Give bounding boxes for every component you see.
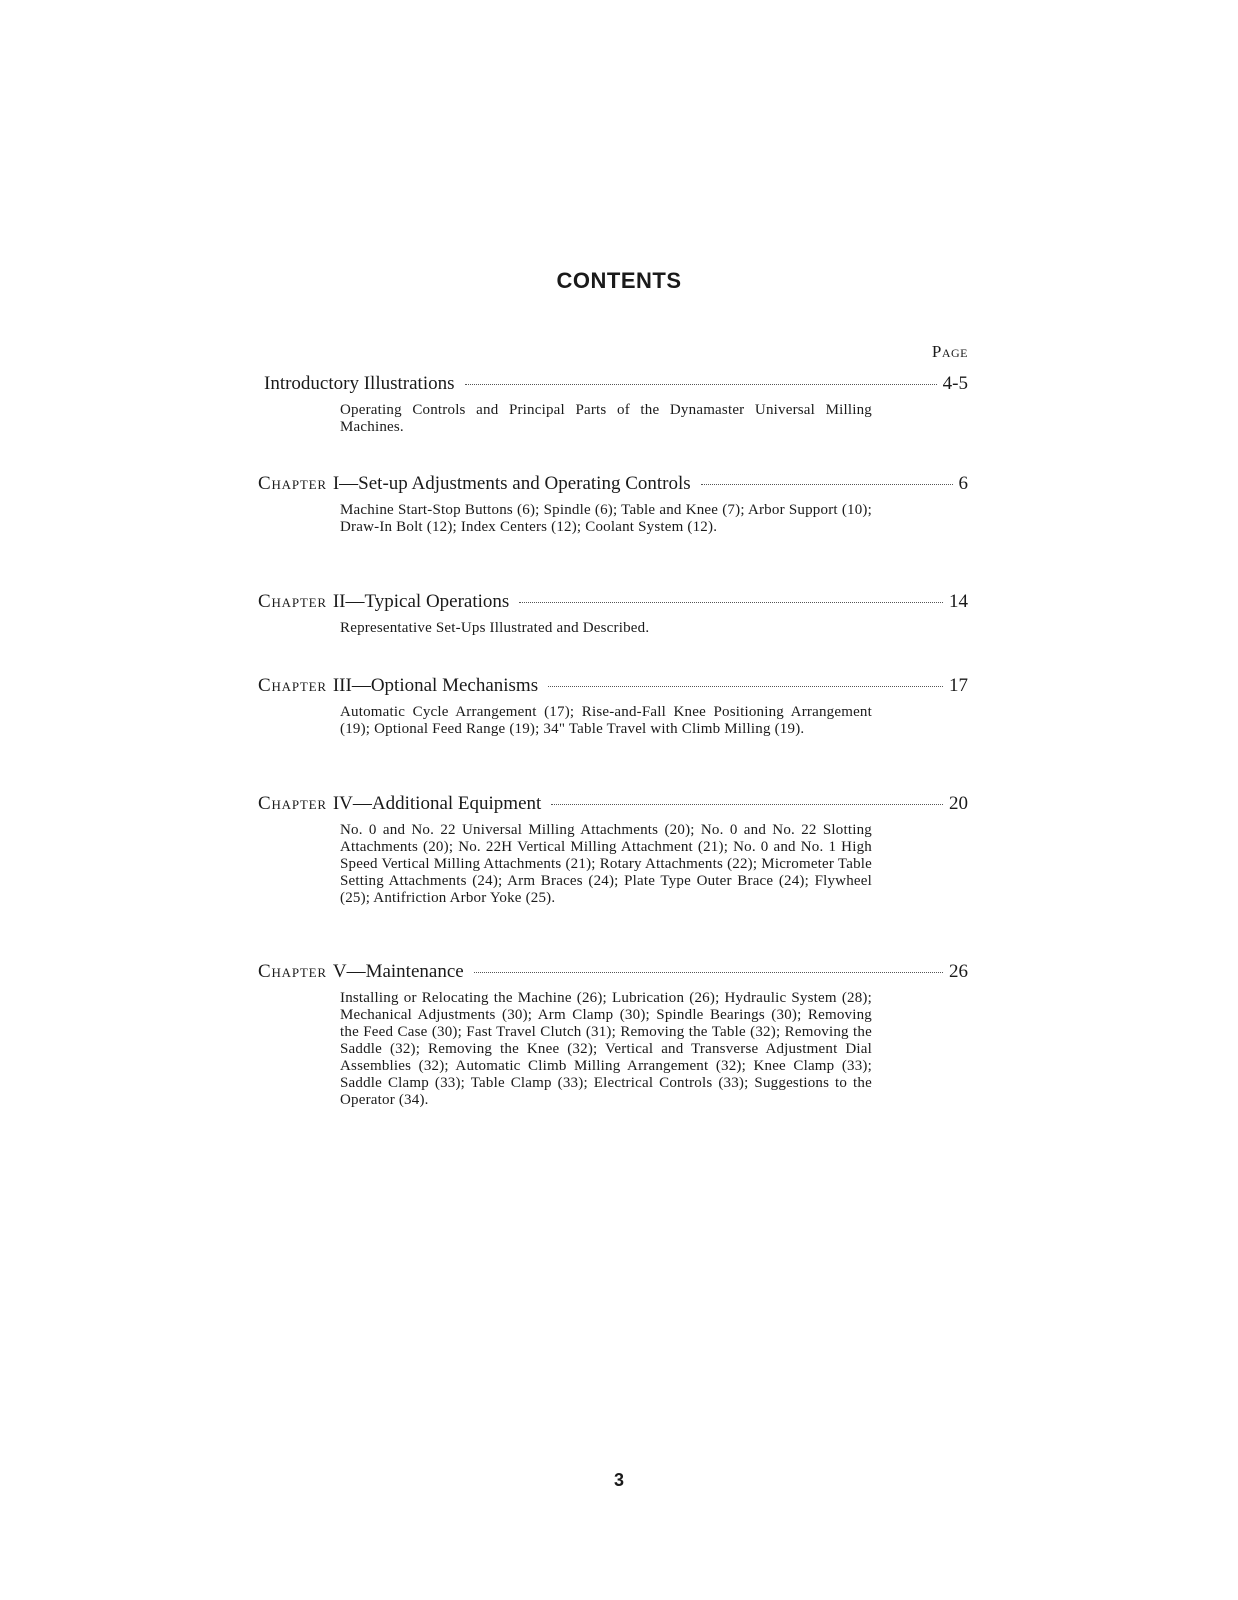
page-title: CONTENTS — [556, 268, 682, 293]
toc-entry-title: I—Set-up Adjustments and Operating Controls — [332, 473, 691, 494]
toc-entry-chapter-5 — [258, 960, 968, 1109]
page-column-heading: Page — [931, 342, 968, 361]
toc-entry-introductory — [258, 372, 968, 436]
toc-entry-label — [258, 792, 541, 816]
toc-entry-line — [258, 372, 968, 396]
toc-entry-description: Installing or Relocating the Machine (26); Lubrication (26); Hydraulic System (28); Mechanical Adjustments (30); Arm Clamp (30); Spindle Bearings (30); Removing the Feed Case (30); Fast Travel Clutch (31); Removing the Table (32); Removing the Saddle (32); Removing the Knee (32); Vertical and Transverse Adjustment Dial Assemblies (32); Automatic Climb Milling Arrangement (32); Knee Clamp (33); Saddle Clamp (33); Table Clamp (33); Electrical Controls (33); Suggestions to the Operator (34). — [340, 990, 872, 1108]
toc-entry-line — [258, 472, 968, 496]
toc-entry-description: Operating Controls and Principal Parts of the Dynamaster Universal Milling Machines. — [340, 402, 872, 435]
toc-entry-page: 17 — [949, 675, 968, 696]
toc-entry-description: Representative Set-Ups Illustrated and Described. — [340, 620, 650, 636]
toc-entry-page: 20 — [949, 793, 968, 814]
toc-entry-chapter-3 — [258, 674, 968, 738]
toc-entry-label — [258, 674, 538, 698]
toc-entry-line — [258, 674, 968, 698]
toc-entry-page: 4-5 — [942, 373, 968, 394]
dot-leader — [474, 972, 943, 973]
toc-entry-line — [258, 960, 968, 984]
toc-entry-chapter-1 — [258, 472, 968, 536]
toc-entry-label — [258, 372, 455, 396]
toc-entry-description: Automatic Cycle Arrangement (17); Rise-and-Fall Knee Positioning Arrangement (19); Optional Feed Range (19); 34" Table Travel with Climb Milling (19). — [340, 704, 872, 737]
toc-entry-page: 26 — [949, 961, 968, 982]
toc-entry-title: Introductory Illustrations — [264, 373, 455, 394]
toc-entry-title: V—Maintenance — [332, 961, 464, 982]
toc-entry-label — [258, 590, 509, 614]
toc-entry-prefix: Chapter — [258, 793, 327, 814]
toc-entry-description: Machine Start-Stop Buttons (6); Spindle (6); Table and Knee (7); Arbor Support (10); Draw-In Bolt (12); Index Centers (12); Coolant System (12). — [340, 502, 872, 535]
dot-leader — [519, 602, 943, 603]
page-number: 3 — [613, 1470, 624, 1490]
toc-entry-prefix: Chapter — [258, 961, 327, 982]
toc-entry-line — [258, 590, 968, 614]
toc-entry-label — [258, 960, 464, 984]
toc-entry-prefix: Chapter — [258, 675, 327, 696]
dot-leader — [701, 484, 953, 485]
dot-leader — [465, 384, 937, 385]
toc-entry-title: II—Typical Operations — [332, 591, 510, 612]
toc-entry-label — [258, 472, 691, 496]
toc-entry-title: III—Optional Mechanisms — [332, 675, 539, 696]
toc-entry-prefix: Chapter — [258, 591, 327, 612]
dot-leader — [548, 686, 943, 687]
toc-entry-page: 6 — [958, 473, 968, 494]
dot-leader — [551, 804, 943, 805]
toc-entry-description: No. 0 and No. 22 Universal Milling Attachments (20); No. 0 and No. 22 Slotting Attachments (20); No. 22H Vertical Milling Attachment (21); No. 0 and No. 1 High Speed Vertical Milling Attachments (21); Rotary Attachments (22); Micrometer Table Setting Attachments (24); Arm Braces (24); Plate Type Outer Brace (24); Flywheel (25); Antifriction Arbor Yoke (25). — [340, 822, 872, 906]
toc-entry-title: IV—Additional Equipment — [332, 793, 542, 814]
toc-entry-line — [258, 792, 968, 816]
toc-entry-prefix: Chapter — [258, 473, 327, 494]
toc-entry-page: 14 — [949, 591, 968, 612]
toc-entry-chapter-4 — [258, 792, 968, 907]
toc-entry-chapter-2 — [258, 590, 968, 637]
